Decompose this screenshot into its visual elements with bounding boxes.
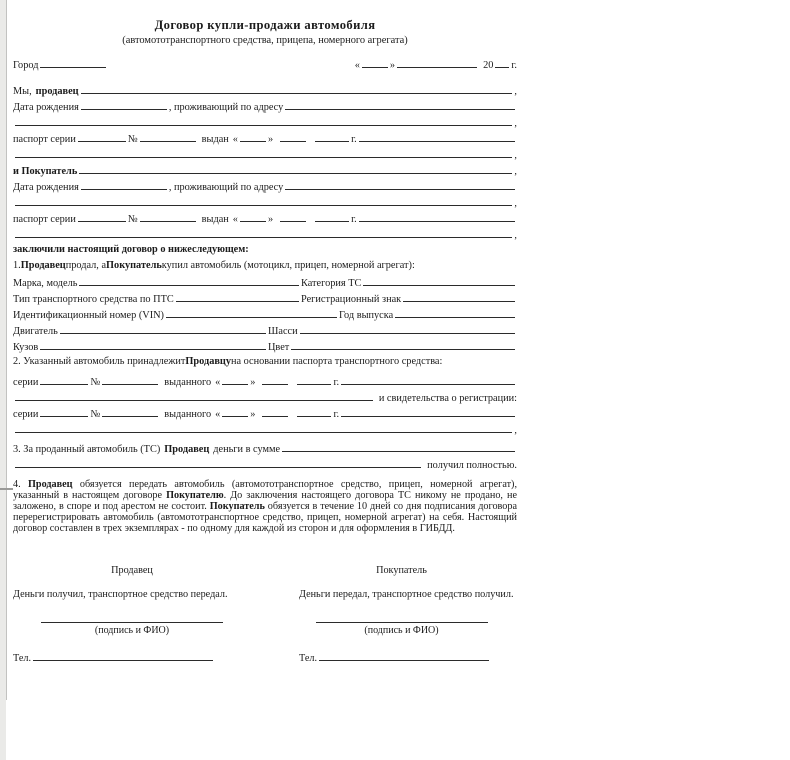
clause-1-seller: Продавец	[20, 260, 66, 271]
comma: ,	[514, 86, 517, 97]
clause-2-text-b: на основании паспорта транспортного средства:	[231, 356, 443, 367]
pts-type-label: Тип транспортного средства по ПТС	[13, 294, 174, 305]
pts-series-blank	[40, 375, 88, 385]
engine-blank	[60, 324, 266, 334]
year-blank	[395, 308, 515, 318]
comma: ,	[514, 150, 517, 161]
buyer-birth-row	[13, 180, 517, 196]
category-blank	[363, 276, 515, 286]
address-label: , проживающий по адресу	[168, 102, 284, 113]
series-label: серии	[13, 377, 39, 388]
buyer-address-cont-row	[13, 196, 517, 212]
body-color-row	[13, 340, 517, 356]
comma: ,	[514, 118, 517, 129]
sum-blank-2	[15, 458, 421, 468]
buyer-name-row	[13, 164, 517, 180]
seller-issue-day-blank	[240, 132, 266, 142]
birth-label: Дата рождения	[13, 182, 79, 193]
cert-issuer-blank	[341, 407, 515, 417]
sum-blank	[282, 442, 515, 452]
clause-2-line	[13, 356, 517, 372]
received-label: получил полностью.	[427, 460, 517, 471]
chassis-blank	[300, 324, 515, 334]
date-month-blank	[397, 58, 477, 68]
date-year-prefix: 20	[483, 60, 494, 71]
seller-passport-series-blank	[78, 132, 126, 142]
date-quote-open: «	[354, 60, 360, 71]
issued-label: выданного	[164, 377, 212, 388]
vin-blank	[166, 308, 337, 318]
category-label: Категория ТС	[301, 278, 362, 289]
concluded-text: заключили настоящий договор о нижеследующем:	[13, 244, 249, 255]
buyer-issuer-blank-2	[15, 228, 512, 238]
buyer-birth-blank	[81, 180, 167, 190]
passport-issued-label: выдан	[201, 134, 229, 145]
clause-4-text-b: . До заключения настоящего договора ТС никому не продано, не заложено, в споре и под арестом не состоит.	[13, 489, 517, 512]
contract-page	[13, 18, 517, 664]
seller-address-blank	[285, 100, 515, 110]
clause-2-text-a: 2. Указанный автомобиль принадлежит	[13, 356, 186, 367]
year-suffix: г.	[333, 377, 340, 388]
reg-blank	[403, 292, 515, 302]
cert-day-blank	[222, 407, 248, 417]
year-label: Год выпуска	[339, 310, 394, 321]
cert-number-blank	[102, 407, 158, 417]
cert-series-blank	[40, 407, 88, 417]
seller-signature-blank	[41, 621, 223, 623]
clause-3-text-a: 3. За проданный автомобиль (ТС)	[13, 444, 161, 455]
received-row	[13, 458, 517, 474]
seller-passport-cont-row	[13, 148, 517, 164]
passport-number-label: №	[127, 134, 138, 145]
cert-intro-row	[13, 391, 517, 407]
year-suffix: г.	[351, 214, 357, 225]
buyer-issue-month-blank	[280, 212, 306, 222]
page-left-edge-line	[6, 0, 7, 700]
type-reg-row	[13, 292, 517, 308]
city-date-row	[13, 58, 517, 74]
clause-1-number: 1.	[13, 260, 21, 271]
seller-issue-year-blank	[315, 132, 349, 142]
comma: ,	[514, 230, 517, 241]
phone-label: Тел.	[13, 652, 31, 664]
seller-address-cont-row	[13, 116, 517, 132]
quote-close: »	[250, 409, 256, 420]
seller-signature-heading: Продавец	[111, 564, 153, 576]
color-blank	[291, 340, 515, 350]
quote-open: «	[215, 409, 221, 420]
vin-year-row	[13, 308, 517, 324]
buyer-phone-blank	[319, 651, 489, 661]
clause-1-buyer: Покупатель	[106, 260, 162, 271]
city-blank-line	[40, 58, 106, 68]
buyer-passport-series-blank	[78, 212, 126, 222]
buyer-issue-year-blank	[315, 212, 349, 222]
issued-label: выданного	[164, 409, 212, 420]
buyer-passport-cont-row	[13, 228, 517, 244]
number-label: №	[90, 377, 101, 388]
cert-issuer-blank-2	[15, 423, 512, 433]
date-day-blank	[362, 58, 388, 68]
series-label: серии	[13, 409, 39, 420]
clause-1-line	[13, 260, 517, 276]
cert-month-blank	[262, 407, 288, 417]
passport-series-label: паспорт серии	[13, 214, 76, 225]
number-label: №	[90, 409, 101, 420]
body-blank	[40, 340, 266, 350]
chassis-label: Шасси	[268, 326, 298, 337]
engine-label: Двигатель	[13, 326, 58, 337]
buyer-issue-day-blank	[240, 212, 266, 222]
clause-4-buyer-dat: Покупателю	[166, 489, 224, 501]
concluded-line	[13, 244, 517, 260]
seller-phone-row	[13, 651, 251, 664]
contract-subtitle: (автомототранспортного средства, прицепа, номерного агрегата)	[122, 35, 408, 46]
clause-4-paragraph	[13, 480, 517, 535]
pts-issuer-blank-2	[15, 391, 373, 401]
make-blank	[79, 276, 299, 286]
engine-chassis-row	[13, 324, 517, 340]
cert-year-blank	[297, 407, 331, 417]
seller-birth-blank	[81, 100, 167, 110]
comma: ,	[514, 166, 517, 177]
buyer-signature-heading: Покупатель	[376, 564, 427, 576]
clause-4-text-a: обязуется передать автомобиль (автомототранспортное средство, прицеп, номерной агрегат), указанный в настоящем договоре	[13, 479, 517, 501]
signature-section	[13, 565, 517, 664]
cert-series-row	[13, 407, 517, 423]
clause-3-seller: Продавец	[164, 444, 210, 455]
seller-issue-month-blank	[280, 132, 306, 142]
date-quote-close: »	[389, 60, 396, 71]
seller-signature-column	[13, 565, 251, 664]
phone-label: Тел.	[299, 652, 317, 664]
passport-number-label: №	[127, 214, 138, 225]
quote-close: »	[250, 377, 256, 388]
pts-series-row	[13, 375, 517, 391]
buyer-signature-column	[299, 564, 514, 664]
color-label: Цвет	[268, 342, 290, 353]
clause-3-row	[13, 442, 517, 458]
seller-birth-row	[13, 100, 517, 116]
pts-day-blank	[222, 375, 248, 385]
buyer-phone-row	[299, 651, 504, 664]
cert-cont-row	[13, 423, 517, 439]
buyer-address-blank-2	[15, 196, 512, 206]
seller-signature-note: Деньги получил, транспортное средство передал.	[13, 588, 228, 600]
seller-passport-number-blank	[140, 132, 196, 142]
year-suffix: г.	[351, 134, 357, 145]
quote-open: «	[232, 214, 238, 225]
date-year-blank	[495, 58, 509, 68]
clause-1-text-b: купил автомобиль (мотоцикл, прицеп, номерной агрегат):	[161, 260, 415, 271]
seller-issuer-blank-2	[15, 148, 512, 158]
buyer-address-blank	[285, 180, 515, 190]
pts-number-blank	[102, 375, 158, 385]
seller-issuer-blank	[359, 132, 515, 142]
clause-4-buyer: Покупатель	[209, 500, 265, 512]
seller-passport-row	[13, 132, 517, 148]
comma: ,	[514, 198, 517, 209]
seller-prefix: Мы,	[13, 86, 32, 97]
clause-4-text-c: обязуется в течение 10 дней со дня подписания договора перерегистрировать автомобиль (автомототранспортное средство, прицеп, номерной агрегат) на себя. Настоящий договор составлен в трех экземплярах - по одному для каждой из сторон и для оформления в ГИБДД.	[13, 500, 517, 534]
seller-address-blank-2	[15, 116, 512, 126]
clause-2-seller: Продавцу	[185, 356, 231, 367]
contract-title: Договор купли-продажи автомобиля	[154, 18, 376, 32]
birth-label: Дата рождения	[13, 102, 79, 113]
buyer-name-blank	[79, 164, 512, 174]
clause-1-text-a: продал, а	[65, 260, 107, 271]
buyer-role-label: и Покупатель	[13, 166, 78, 177]
pts-issuer-blank	[341, 375, 515, 385]
comma: ,	[514, 425, 517, 436]
address-label: , проживающий по адресу	[168, 182, 284, 193]
cert-label: и свидетельства о регистрации:	[378, 393, 517, 404]
quote-close: »	[267, 214, 274, 225]
quote-open: «	[232, 134, 238, 145]
seller-name-blank	[81, 84, 513, 94]
buyer-issuer-blank	[359, 212, 515, 222]
passport-issued-label: выдан	[201, 214, 229, 225]
year-suffix: г.	[333, 409, 340, 420]
seller-signature-caption: (подпись и ФИО)	[94, 624, 170, 636]
city-label: Город	[13, 60, 39, 71]
clause-3-text-b: деньги в сумме	[213, 444, 281, 455]
seller-role-label: продавец	[35, 86, 79, 97]
reg-label: Регистрационный знак	[301, 294, 402, 305]
pts-type-blank	[176, 292, 299, 302]
make-category-row	[13, 276, 517, 292]
pts-year-blank	[297, 375, 331, 385]
seller-name-row	[13, 84, 517, 100]
date-year-suffix: г.	[511, 60, 517, 71]
quote-close: »	[267, 134, 274, 145]
clause-4-seller: Продавец	[27, 479, 73, 490]
buyer-signature-note: Деньги передал, транспортное средство получил.	[299, 588, 514, 600]
quote-open: «	[215, 377, 221, 388]
scan-artifact-tick	[0, 488, 13, 490]
buyer-signature-caption: (подпись и ФИО)	[364, 624, 439, 636]
passport-series-label: паспорт серии	[13, 134, 76, 145]
seller-phone-blank	[33, 651, 213, 661]
pts-month-blank	[262, 375, 288, 385]
buyer-signature-blank	[316, 621, 488, 623]
make-label: Марка, модель	[13, 278, 78, 289]
buyer-passport-row	[13, 212, 517, 228]
buyer-passport-number-blank	[140, 212, 196, 222]
clause-4-number: 4.	[13, 479, 28, 490]
vin-label: Идентификационный номер (VIN)	[13, 310, 164, 321]
body-label: Кузов	[13, 342, 39, 353]
